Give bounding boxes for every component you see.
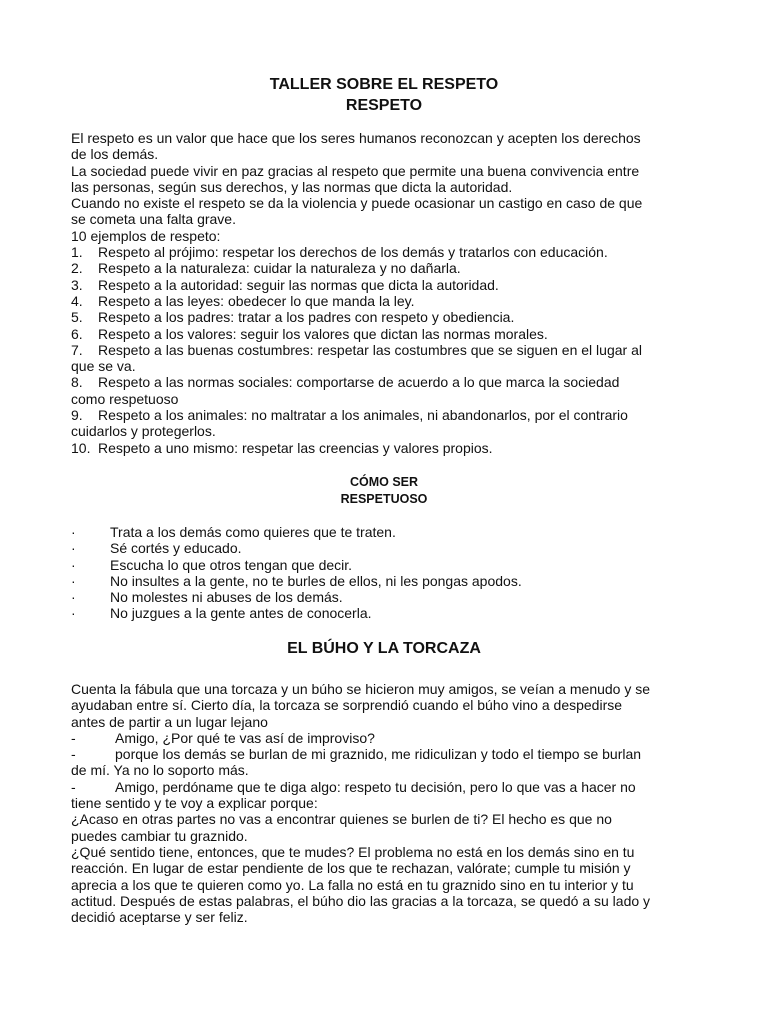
dialogue-dash: - — [71, 729, 76, 746]
example-item — [71, 358, 711, 374]
intro-line: El respeto es un valor que hace que los seres humanos reconozcan y acepten los derechos — [71, 130, 641, 146]
example-text: cuidarlos y protegerlos. — [71, 423, 216, 440]
tip-item — [71, 589, 711, 605]
fable-text: aprecia a los que te quieren como yo. La falla no está en tu graznido sino en tu interior y tu — [71, 876, 634, 893]
bullet-icon: · — [71, 524, 76, 540]
dialogue-dash: - — [71, 778, 76, 795]
document-title — [0, 74, 768, 116]
fable-line — [71, 877, 711, 893]
tip-item — [71, 557, 711, 573]
fable-text: Cuenta la fábula que una torcaza y un búho se hicieron muy amigos, se veían a menudo y se — [71, 681, 651, 697]
bullet-icon: · — [71, 540, 76, 557]
title-line-1: TALLER SOBRE EL RESPETO — [269, 76, 499, 93]
bullet-icon: · — [71, 572, 76, 589]
fable-line — [71, 909, 711, 925]
fable-line — [71, 697, 711, 713]
example-item — [71, 277, 711, 293]
tip-text: No insultes a la gente, no te burles de ellos, ni les pongas apodos. — [110, 572, 522, 589]
example-number: 7. — [71, 341, 83, 358]
fable-text: decidió aceptarse y ser feliz. — [71, 909, 248, 926]
fable-text: actitud. Después de estas palabras, el búho dio las gracias a la torcaza, se quedó a su lado y — [71, 892, 651, 909]
intro-line: de los demás. — [71, 146, 159, 163]
example-item — [71, 260, 711, 276]
example-item — [71, 293, 711, 309]
tip-item — [71, 540, 711, 556]
tip-text: Escucha lo que otros tengan que decir. — [110, 556, 353, 573]
example-item — [71, 407, 711, 423]
title-line-2: RESPETO — [345, 97, 423, 114]
fable-title: EL BÚHO Y LA TORCAZA — [287, 640, 481, 657]
example-item — [71, 326, 711, 342]
example-number: 2. — [71, 260, 83, 277]
tips-list — [71, 524, 711, 622]
example-text: Respeto a uno mismo: respetar las creencias y valores propios. — [98, 439, 493, 456]
fable-line — [71, 811, 711, 827]
example-text: Respeto a los padres: tratar a los padres con respeto y obediencia. — [98, 309, 515, 326]
como-ser-title-line-1: CÓMO SER — [349, 475, 419, 489]
tips-section — [71, 524, 711, 622]
example-text: Respeto a los animales: no maltratar a los animales, ni abandonarlos, por el contrario — [98, 407, 628, 424]
example-number: 1. — [71, 244, 83, 261]
tip-text: No juzgues a la gente antes de conocerla. — [110, 605, 372, 622]
tip-text: Trata a los demás como quieres que te traten. — [110, 524, 396, 540]
bullet-icon: · — [71, 589, 76, 606]
intro-line: se cometa una falta grave. — [71, 211, 236, 228]
example-item — [71, 374, 711, 390]
example-number: 9. — [71, 407, 83, 424]
fable-text: Amigo, ¿Por qué te vas así de improviso? — [115, 729, 375, 746]
example-text: Respeto a las leyes: obedecer lo que manda la ley. — [98, 292, 415, 309]
example-number: 4. — [71, 292, 83, 309]
fable-text: antes de partir a un lugar lejano — [71, 713, 268, 730]
tip-text: Sé cortés y educado. — [110, 540, 242, 557]
example-text: Respeto a la autoridad: seguir las normas que dicta la autoridad. — [98, 276, 499, 293]
example-text: Respeto a la naturaleza: cuidar la naturaleza y no dañarla. — [98, 260, 461, 277]
como-ser-title — [0, 474, 768, 508]
example-number: 10. — [71, 439, 91, 456]
example-text: Respeto a las buenas costumbres: respetar las costumbres que se siguen en el lugar al — [98, 341, 642, 358]
intro-line: La sociedad puede vivir en paz gracias al respeto que permite una buena convivencia entre — [71, 162, 640, 179]
intro-paragraph — [71, 130, 711, 244]
fable-line — [71, 762, 711, 778]
example-text: Respeto a las normas sociales: comportarse de acuerdo a lo que marca la sociedad — [98, 374, 620, 391]
fable-line — [71, 795, 711, 811]
fable-text: Amigo, perdóname que te diga algo: respeto tu decisión, pero lo que vas a hacer no — [115, 778, 636, 795]
examples-list — [71, 244, 711, 456]
intro-line: Cuando no existe el respeto se da la violencia y puede ocasionar un castigo en caso de que — [71, 195, 643, 212]
example-number: 6. — [71, 325, 83, 342]
bullet-icon: · — [71, 556, 76, 573]
example-text: que se va. — [71, 358, 136, 375]
fable-line — [71, 714, 711, 730]
fable-line — [71, 860, 711, 876]
fable-line — [71, 828, 711, 844]
fable-line — [71, 779, 711, 795]
intro-line: 10 ejemplos de respeto: — [71, 227, 221, 244]
example-item — [71, 244, 711, 260]
tip-item — [71, 605, 711, 621]
fable-text: porque los demás se burlan de mi graznido, me ridiculizan y todo el tiempo se burlan — [115, 746, 642, 763]
fable-section — [71, 681, 711, 925]
example-item — [71, 440, 711, 456]
dialogue-dash: - — [71, 746, 76, 763]
como-ser-title-line-2: RESPETUOSO — [340, 492, 428, 506]
fable-text: puedes cambiar tu graznido. — [71, 827, 248, 844]
fable-line — [71, 844, 711, 860]
example-number: 5. — [71, 309, 83, 326]
example-text: Respeto al prójimo: respetar los derechos de los demás y tratarlos con educación. — [98, 244, 608, 261]
example-item — [71, 423, 711, 439]
fable-text: ayudaban entre sí. Cierto día, la torcaza se sorprendió cuando el búho vino a despedirse — [71, 697, 623, 714]
fable-text: reacción. En lugar de estar pendiente de los que te rechazan, valórate; cumple tu misión y — [71, 860, 631, 877]
intro-section — [71, 130, 711, 456]
fable-line — [71, 893, 711, 909]
intro-line: las personas, según sus derechos, y las normas que dicta la autoridad. — [71, 178, 513, 195]
example-text: Respeto a los valores: seguir los valores que dictan las normas morales. — [98, 325, 548, 342]
fable-line — [71, 746, 711, 762]
fable-text: tiene sentido y te voy a explicar porque: — [71, 795, 318, 812]
fable-line — [71, 730, 711, 746]
tip-text: No molestes ni abuses de los demás. — [110, 589, 343, 606]
fable-line — [71, 681, 711, 697]
example-item — [71, 309, 711, 325]
example-number: 3. — [71, 276, 83, 293]
example-number: 8. — [71, 374, 83, 391]
bullet-icon: · — [71, 605, 76, 622]
tip-item — [71, 573, 711, 589]
fable-text: ¿Qué sentido tiene, entonces, que te mudes? El problema no está en los demás sino en tu — [71, 843, 635, 860]
example-text: como respetuoso — [71, 390, 179, 407]
fable-text: ¿Acaso en otras partes no vas a encontrar quienes se burlen de ti? El hecho es que no — [71, 811, 612, 828]
fable-text: de mí. Ya no lo soporto más. — [71, 762, 249, 779]
example-item — [71, 342, 711, 358]
example-item — [71, 391, 711, 407]
tip-item — [71, 524, 711, 540]
